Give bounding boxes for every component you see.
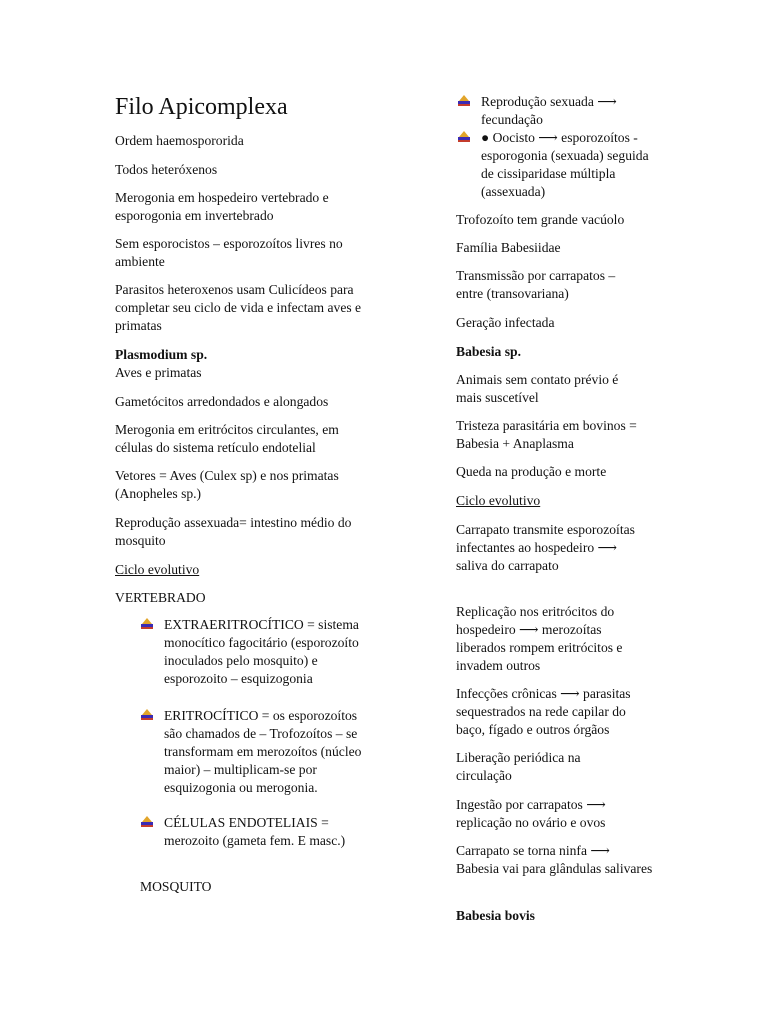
paragraph-generation: Geração infectada: [456, 315, 555, 330]
paragraph-vectors: Vetores = Aves (Culex sp) e nos primatas (Anopheles sp.): [115, 468, 339, 501]
paragraph-vertebrate: VERTEBRADO: [115, 590, 206, 605]
paragraph-mosquito: MOSQUITO: [140, 879, 212, 894]
paragraph-heteroxenous: Todos heteróxenos: [115, 162, 218, 177]
paragraph-chronic-infections: Infecções crônicas ⟶ parasitas sequestrados na rede capilar do baço, fígado e outros órgãos: [456, 686, 631, 737]
list-item-text: Reprodução sexuada ⟶ fecundação: [481, 94, 617, 127]
list-item-text: ERITROCÍTICO = os esporozoítos são chamados de – Trofozoítos – se transformam em merozoítos (núcleo maior) – multiplicam-se por esquizogonia ou merogonia.: [164, 708, 362, 795]
paragraph-merogonia: Merogonia em hospedeiro vertebrado e esporogonia em invertebrado: [115, 190, 329, 223]
paragraph-animals: Animais sem contato prévio é mais suscetível: [456, 372, 619, 405]
list-item: [481, 93, 656, 129]
arrow-bullet-icon: [457, 131, 471, 143]
arrow-bullet-icon: [140, 618, 154, 630]
paragraph-replication: Replicação nos eritrócitos do hospedeiro ⟶ merozoítas liberados rompem eritrócitos e invadem outros: [456, 604, 623, 673]
paragraph-transmission: Transmissão por carrapatos – entre (transovariana): [456, 268, 616, 301]
plasmodium-heading: Plasmodium sp.: [115, 347, 208, 362]
paragraph-ingestion: Ingestão por carrapatos ⟶ replicação no ovário e ovos: [456, 797, 606, 830]
paragraph-gametocytes: Gametócitos arredondados e alongados: [115, 394, 329, 409]
paragraph-family: Família Babesiidae: [456, 240, 561, 255]
paragraph-sporocysts: Sem esporocistos – esporozoítos livres no ambiente: [115, 236, 343, 269]
paragraph-trophozoite: Trofozoíto tem grande vacúolo: [456, 212, 625, 227]
list-item: [164, 616, 364, 688]
list-item-text: CÉLULAS ENDOTELIAIS = merozoito (gameta fem. E masc.): [164, 815, 346, 848]
list-item-text: EXTRAERITROCÍTICO = sistema monocítico fagocitário (esporozoíto inoculados pelo mosquito) e esporozoito – esquizogonia: [164, 617, 359, 686]
list-item: [164, 707, 364, 797]
paragraph-nymph: Carrapato se torna ninfa ⟶ Babesia vai para glândulas salivares: [456, 843, 653, 876]
paragraph-culicids: Parasitos heteroxenos usam Culicídeos para completar seu ciclo de vida e infectam aves e primatas: [115, 282, 362, 333]
babesia-bovis-heading: Babesia bovis: [456, 908, 535, 923]
paragraph-life-cycle-right: Ciclo evolutivo: [456, 493, 541, 508]
list-item-text: ● Oocisto ⟶ esporozoítos - esporogonia (sexuada) seguida de cissiparidase múltipla (assexuada): [481, 130, 649, 199]
paragraph-merogonia-erythrocytes: Merogonia em eritrócitos circulantes, em células do sistema retículo endotelial: [115, 422, 339, 455]
paragraph-life-cycle: Ciclo evolutivo: [115, 562, 200, 577]
babesia-heading: Babesia sp.: [456, 344, 521, 359]
paragraph-production: Queda na produção e morte: [456, 464, 607, 479]
plasmodium-hosts: Aves e primatas: [115, 365, 202, 380]
arrow-bullet-icon: [140, 816, 154, 828]
paragraph-asexual-reproduction: Reprodução assexuada= intestino médio do mosquito: [115, 515, 352, 548]
paragraph-periodic-release: Liberação periódica na circulação: [456, 750, 581, 783]
paragraph-tick-transmits: Carrapato transmite esporozoítas infectantes ao hospedeiro ⟶ saliva do carrapato: [456, 522, 635, 573]
arrow-bullet-icon: [140, 709, 154, 721]
list-item: [481, 129, 656, 201]
list-item: [164, 814, 364, 850]
paragraph-order: Ordem haemospororida: [115, 133, 244, 148]
paragraph-plasmodium: [115, 346, 365, 382]
paragraph-tristeza: Tristeza parasitária em bovinos = Babesia + Anaplasma: [456, 418, 637, 451]
arrow-bullet-icon: [457, 95, 471, 107]
page-title: Filo Apicomplexa: [115, 94, 288, 120]
